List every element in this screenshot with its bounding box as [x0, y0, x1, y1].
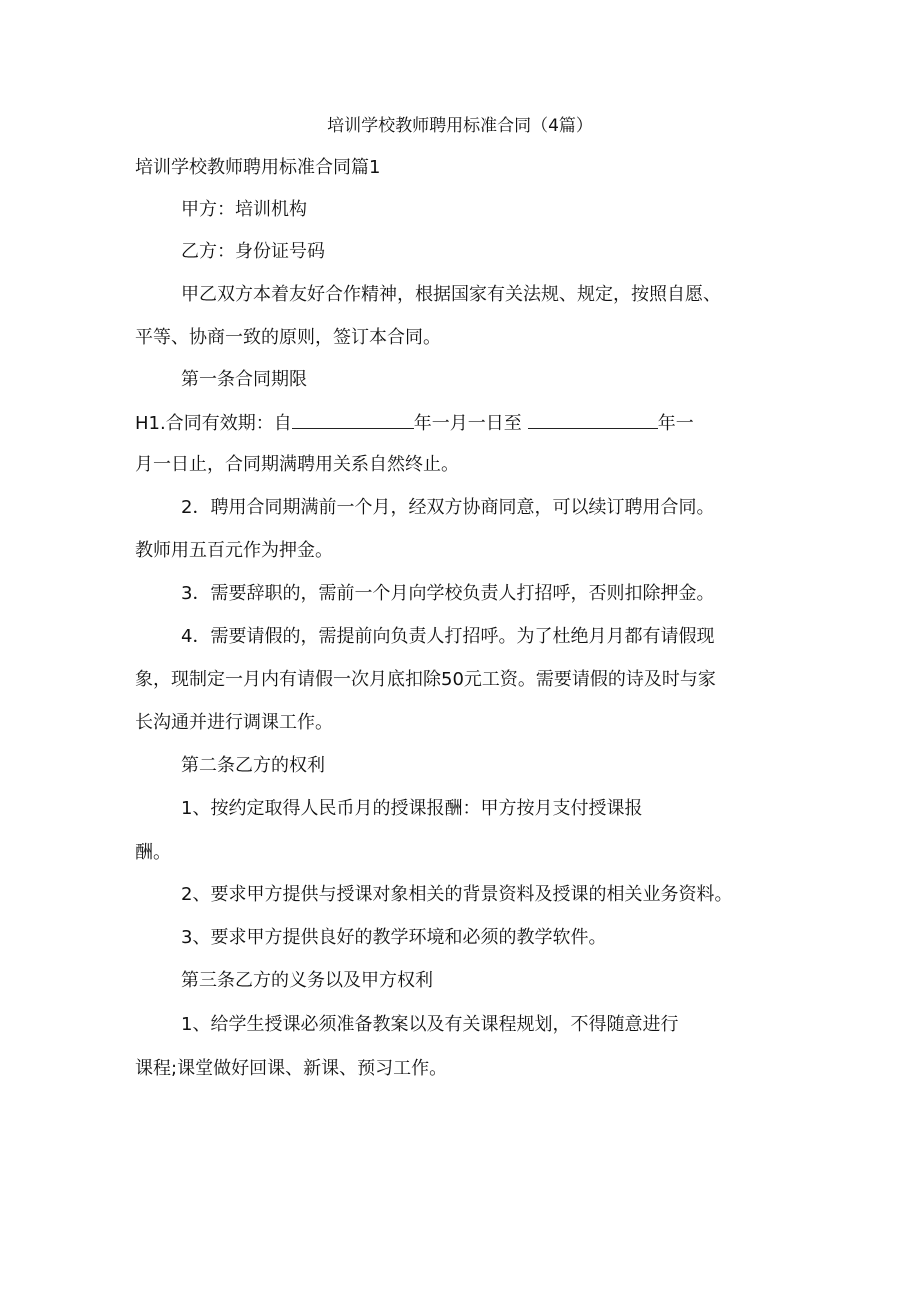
- article-2-item-1-line-2: 酬。: [135, 842, 171, 863]
- article-1-item-2-line-2: 教师用五百元作为押金。: [135, 540, 333, 561]
- section-heading: 培训学校教师聘用标准合同篇1: [135, 157, 381, 178]
- start-year-blank: [292, 410, 414, 429]
- article-1-item-4-line-3: 长沟通并进行调课工作。: [135, 712, 333, 733]
- article-2-item-2: 2、要求甲方提供与授课对象相关的背景资料及授课的相关业务资料。: [181, 884, 733, 905]
- article-1-item-4-line-2: 象，现制定一月内有请假一次月底扣除50元工资。需要请假的诗及时与家: [135, 669, 716, 690]
- article-2-item-1-line-1: 1、按约定取得人民币月的授课报酬：甲方按月支付授课报: [181, 798, 643, 819]
- term-suffix: 年一: [657, 413, 694, 434]
- party-b-line: 乙方：身份证号码: [181, 241, 325, 262]
- term-line: [135, 410, 694, 436]
- article-1-heading: 第一条合同期限: [181, 369, 307, 390]
- article-1-item-3: 3．需要辞职的，需前一个月向学校负责人打招呼，否则扣除押金。: [181, 583, 715, 604]
- article-1-item-2-line-1: 2．聘用合同期满前一个月，经双方协商同意，可以续订聘用合同。: [181, 497, 715, 518]
- article-3-item-1-line-1: 1、给学生授课必须准备教案以及有关课程规划，不得随意进行: [181, 1014, 679, 1035]
- article-2-item-3: 3、要求甲方提供良好的教学环境和必须的教学软件。: [181, 927, 607, 948]
- preamble-line-1: 甲乙双方本着友好合作精神，根据国家有关法规、规定，按照自愿、: [181, 284, 721, 305]
- term-line-cont: 月一日止，合同期满聘用关系自然终止。: [135, 454, 459, 475]
- article-3-heading: 第三条乙方的义务以及甲方权利: [181, 970, 433, 991]
- article-3-item-1-line-2: 课程;课堂做好回课、新课、预习工作。: [135, 1058, 448, 1079]
- article-2-heading: 第二条乙方的权利: [181, 755, 325, 776]
- article-1-item-4-line-1: 4．需要请假的，需提前向负责人打招呼。为了杜绝月月都有请假现: [181, 626, 715, 647]
- term-prefix: H1.合同有效期：自: [135, 413, 292, 434]
- end-year-blank: [528, 410, 658, 429]
- party-a-line: 甲方：培训机构: [181, 199, 307, 220]
- preamble-line-2: 平等、协商一致的原则，签订本合同。: [135, 327, 441, 348]
- term-mid: 年一月一日至: [413, 413, 522, 434]
- document-title: 培训学校教师聘用标准合同（4篇）: [327, 116, 593, 136]
